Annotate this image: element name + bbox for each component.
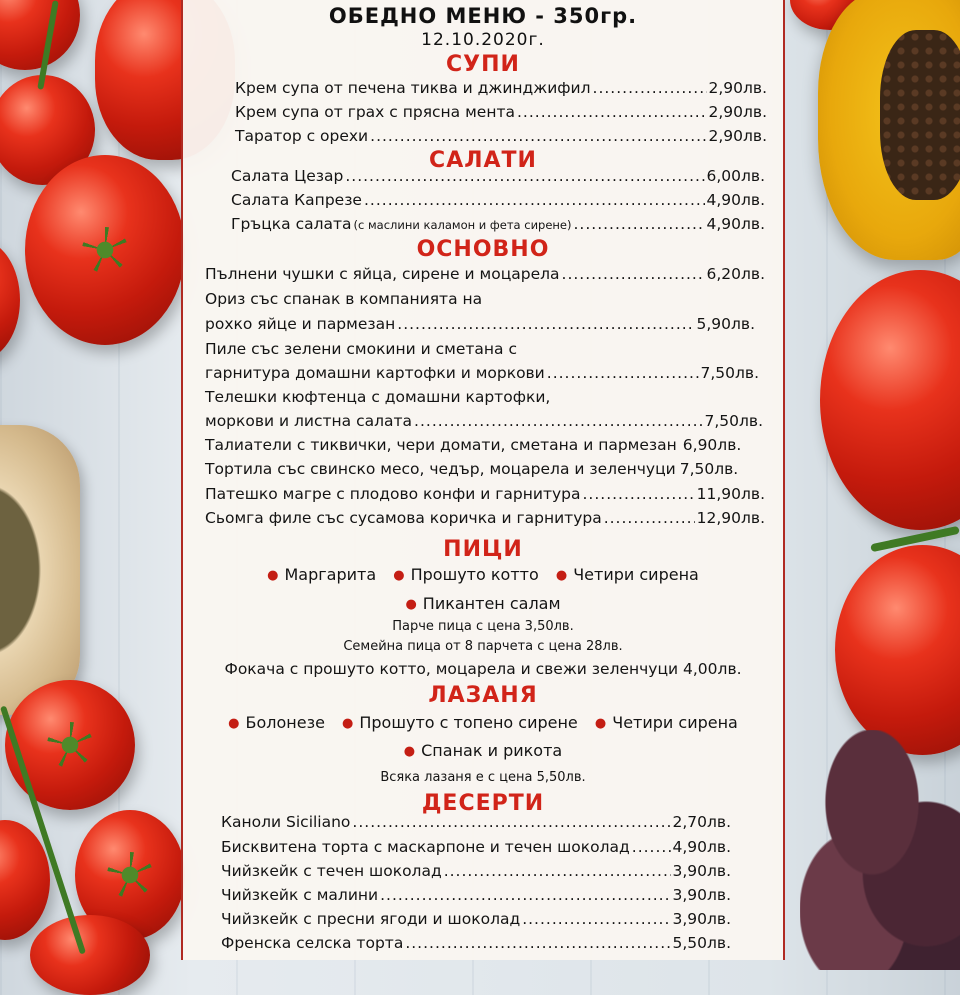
section-heading-desserts: ДЕСЕРТИ xyxy=(421,791,545,816)
bullet-icon: ● xyxy=(228,716,240,731)
peppercorns-image xyxy=(880,30,960,200)
pizza-family-note: Семейна пица от 8 парчета с цена 28лв. xyxy=(343,639,623,654)
tomato-image xyxy=(5,680,135,810)
section-heading-lasagna: ЛАЗАНЯ xyxy=(428,683,538,708)
basil-leaves-image xyxy=(800,730,960,970)
bullet-icon: ● xyxy=(594,716,607,731)
tomato-stem-icon xyxy=(47,722,93,768)
menu-item: Каноли Siciliano ..... 2,70лв. xyxy=(221,813,731,835)
mortar-image xyxy=(0,425,80,715)
menu-item: Чийзкейк с пресни ягоди и шоколад ..... 3,90лв. xyxy=(221,910,731,932)
list-item: ● Прошуто котто xyxy=(393,565,539,584)
tomato-image xyxy=(820,270,960,530)
menu-item: Крем супа от печена тиква и джинджифил ..... 2,90лв. xyxy=(235,79,767,101)
lasagna-price-note: Всяка лазаня е с цена 5,50лв. xyxy=(380,770,586,785)
section-heading-soups: СУПИ xyxy=(446,52,520,77)
bullet-icon: ● xyxy=(393,568,405,583)
menu-item: Таратор с орехи ..... 2,90лв. xyxy=(235,127,767,149)
lasagna-types xyxy=(183,741,783,760)
list-item: ● Прошуто с топено сирене xyxy=(342,713,578,732)
menu-item: Тортила със свинско месо, чедър, моцарела и зеленчуци 7,50лв. xyxy=(205,460,739,478)
menu-item: Пълнени чушки с яйца, сирене и моцарела ..... 6,20лв. xyxy=(205,265,765,287)
pizza-types xyxy=(183,565,783,584)
list-item: ● Болонезе xyxy=(228,713,325,732)
menu-item: Чийзкейк с малини ..... 3,90лв. xyxy=(221,886,731,908)
menu-item: Сьомга филе със сусамова коричка и гарнитура ..... 12,90лв. xyxy=(205,509,765,531)
bullet-icon: ● xyxy=(405,597,417,612)
pizza-slice-note: Парче пица с цена 3,50лв. xyxy=(392,619,574,634)
tomato-image xyxy=(0,240,20,360)
menu-item: Френска селска торта ..... 5,50лв. xyxy=(221,934,731,956)
lasagna-types xyxy=(183,713,783,732)
menu-item: Гръцка салата (с маслини каламон и фета сирене) ..... 4,90лв. xyxy=(231,215,765,237)
tomato-image xyxy=(25,155,185,345)
focaccia-item: Фокача с прошуто котто, моцарела и свежи зеленчуци 4,00лв. xyxy=(224,660,742,678)
menu-title: ОБЕДНО МЕНЮ - 350гр. xyxy=(328,4,638,28)
menu-date: 12.10.2020г. xyxy=(421,30,545,50)
list-item: ● Спанак и рикота xyxy=(403,741,563,760)
menu-item-first-line: Пиле със зелени смокини и сметана с xyxy=(205,340,518,358)
menu-item-first-line: Телешки кюфтенца с домашни картофки, xyxy=(205,388,551,406)
section-heading-pizzas: ПИЦИ xyxy=(443,537,523,562)
tomato-image xyxy=(835,545,960,755)
menu-item: Салата Капрезе ..... 4,90лв. xyxy=(231,191,765,213)
tomato-stem-icon xyxy=(107,852,153,898)
list-item: ● Четири сирена xyxy=(594,713,738,732)
menu-item: Салата Цезар ..... 6,00лв. xyxy=(231,167,765,189)
tomato-image xyxy=(30,915,150,995)
section-heading-mains: ОСНОВНО xyxy=(416,237,550,262)
bullet-icon: ● xyxy=(342,716,354,731)
pizza-types xyxy=(183,594,783,613)
bullet-icon: ● xyxy=(267,568,279,583)
menu-item: Крем супа от грах с прясна мента ..... 2,90лв. xyxy=(235,103,767,125)
menu-item: моркови и листна салата ..... 7,50лв. xyxy=(205,412,763,434)
list-item: ● Пикантен салам xyxy=(405,594,561,613)
list-item: ● Четири сирена xyxy=(555,565,699,584)
tomato-image xyxy=(0,0,80,70)
section-heading-salads: САЛАТИ xyxy=(429,148,537,173)
menu-item: Талиатели с тиквички, чери домати, сметана и пармезан 6,90лв. xyxy=(205,436,742,454)
tomato-stem-icon xyxy=(82,227,128,273)
bullet-icon: ● xyxy=(555,568,568,583)
menu-item: Патешко магре с плодово конфи и гарнитура ..... 11,90лв. xyxy=(205,485,765,507)
menu-item: Бисквитена торта с маскарпоне и течен шоколад ..... 4,90лв. xyxy=(221,838,731,860)
menu-panel xyxy=(181,0,785,960)
menu-item: рохко яйце и пармезан ..... 5,90лв. xyxy=(205,315,755,337)
menu-item: Чийзкейк с течен шоколад ..... 3,90лв. xyxy=(221,862,731,884)
list-item: ● Маргарита xyxy=(267,565,377,584)
menu-item-first-line: Ориз със спанак в компанията на xyxy=(205,290,483,308)
menu-item: гарнитура домашни картофки и моркови ..... 7,50лв. xyxy=(205,364,759,386)
bullet-icon: ● xyxy=(403,744,416,759)
